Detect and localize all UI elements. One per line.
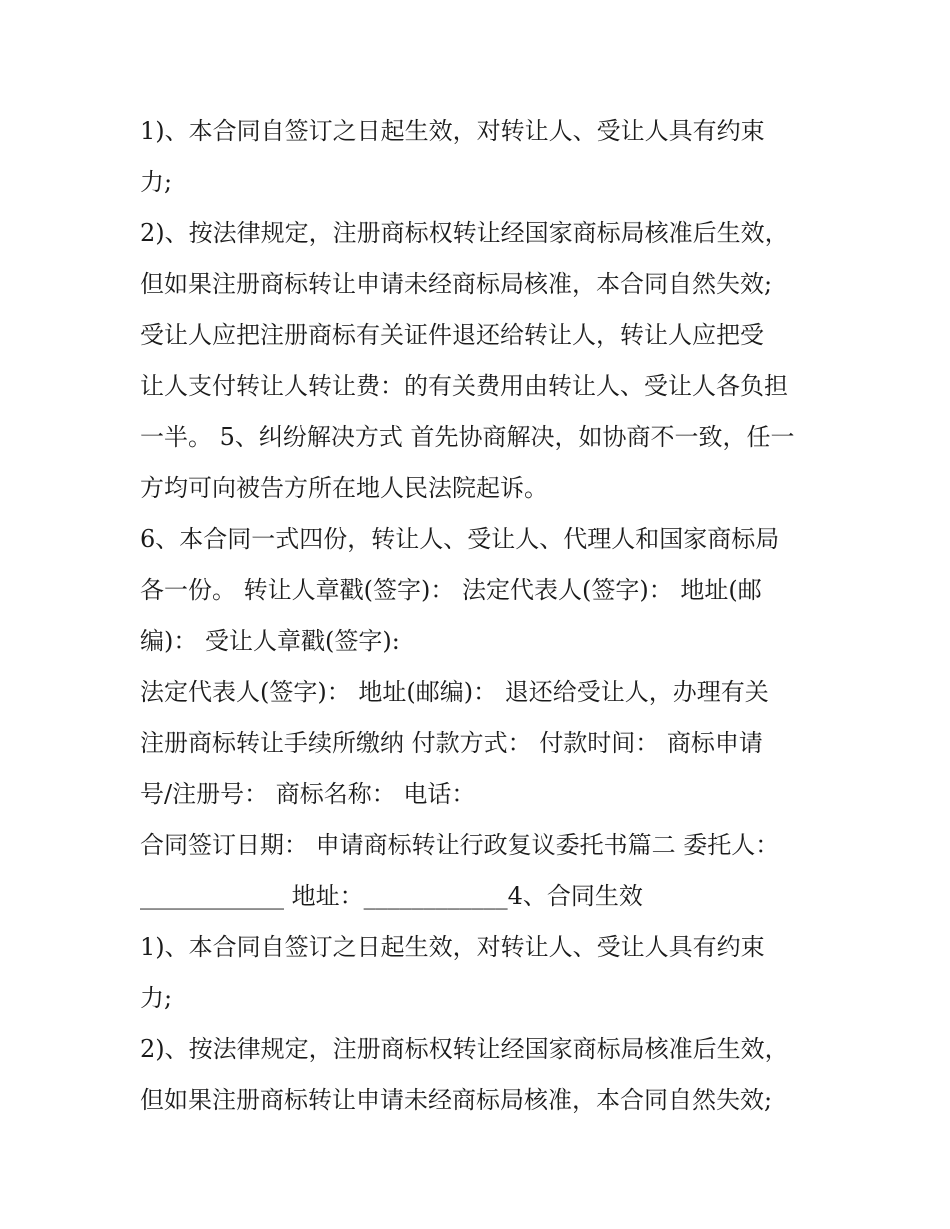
- text-line: 方均可向被告方所在地人民法院起诉。: [140, 474, 548, 502]
- text-line: 受让人应把注册商标有关证件退还给转让人，转让人应把受: [140, 321, 764, 349]
- text-line: 编)： 受让人章戳(签字):: [140, 627, 400, 655]
- text-line: 但如果注册商标转让申请未经商标局核准，本合同自然失效;: [140, 1086, 773, 1114]
- text-line: 1)、本合同自签订之日起生效，对转让人、受让人具有约束: [140, 117, 765, 145]
- text-line: 让人支付转让人转让费：的有关费用由转让人、受让人各负担: [140, 372, 788, 400]
- text-line: 一半。 5、纠纷解决方式 首先协商解决，如协商不一致，任一: [140, 423, 795, 451]
- text-line: 法定代表人(签字)： 地址(邮编)： 退还给受让人，办理有关: [140, 678, 769, 706]
- text-line: 注册商标转让手续所缴纳 付款方式： 付款时间： 商标申请: [140, 729, 763, 757]
- text-line: 但如果注册商标转让申请未经商标局核准，本合同自然失效;: [140, 270, 773, 298]
- text-line: ____________ 地址：____________4、合同生效: [140, 882, 643, 910]
- text-line: 力;: [140, 168, 173, 196]
- text-line: 2)、按法律规定，注册商标权转让经国家商标局核准后生效，: [140, 1035, 789, 1063]
- text-line: 合同签订日期： 申请商标转让行政复议委托书篇二 委托人：: [140, 831, 780, 859]
- text-line: 1)、本合同自签订之日起生效，对转让人、受让人具有约束: [140, 933, 765, 961]
- text-line: 2)、按法律规定，注册商标权转让经国家商标局核准后生效，: [140, 219, 789, 247]
- text-line: 力;: [140, 984, 173, 1012]
- text-line: 号/注册号： 商标名称： 电话：: [140, 780, 476, 808]
- text-line: 6、本合同一式四份，转让人、受让人、代理人和国家商标局: [140, 525, 780, 553]
- text-line: 各一份。 转让人章戳(签字)： 法定代表人(签字)： 地址(邮: [140, 576, 762, 604]
- document-body: [140, 106, 820, 1126]
